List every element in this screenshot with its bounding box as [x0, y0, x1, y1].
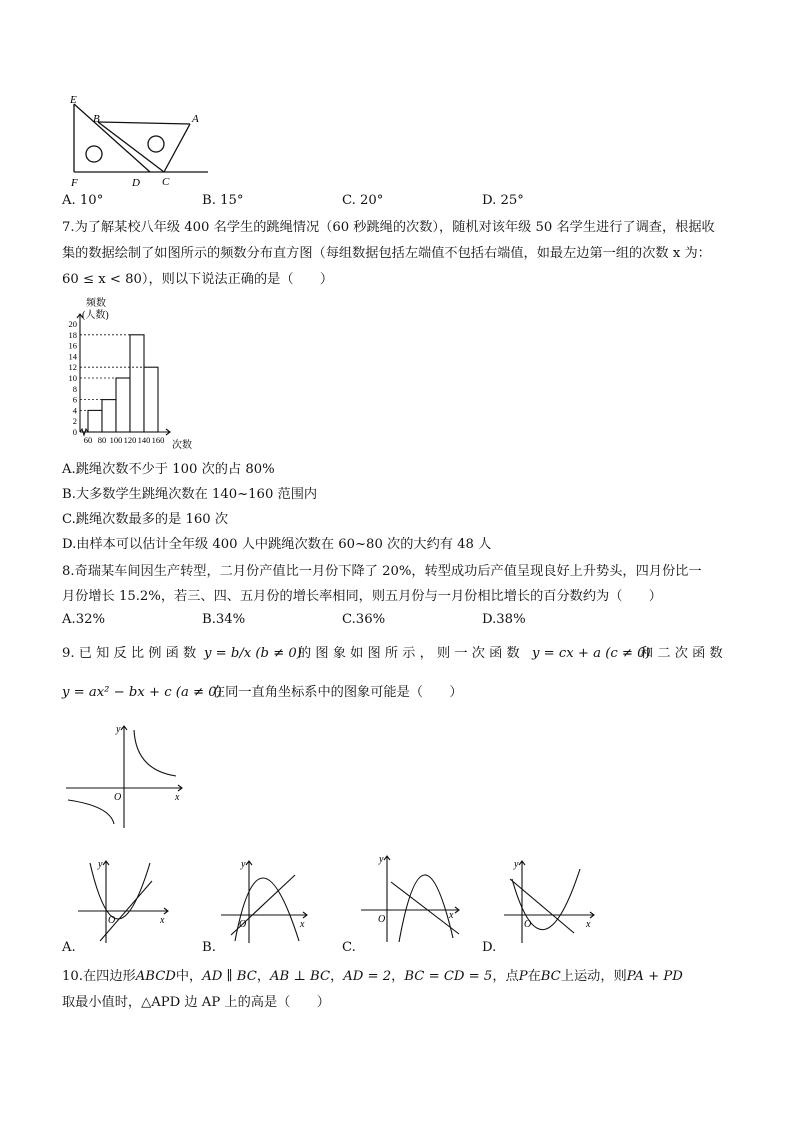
q6-option-a[interactable]: A. 10° — [62, 193, 104, 208]
q8-option-b[interactable]: B.34% — [202, 612, 246, 627]
q10-sep-2: ， — [330, 969, 344, 984]
chart-x-tick-label: 100 — [109, 435, 123, 445]
q9-option-graph-b[interactable] — [215, 855, 315, 945]
chart-x-tick-label: 140 — [137, 435, 151, 445]
histogram-bar — [88, 410, 102, 432]
chart-y-tick-label: 12 — [68, 362, 77, 373]
chart-y-tick-label: 20 — [68, 319, 77, 329]
q8-option-a[interactable]: A.32% — [62, 612, 106, 627]
q10-line-2: 取最小值时，△APD 边 AP 上的高是（ ） — [62, 995, 330, 1010]
chart-ylabel-1: 频数 — [86, 298, 106, 309]
q7-option-a[interactable]: A.跳绳次数不少于 100 次的占 80% — [62, 462, 275, 477]
q9-text-prefix: 9. 已 知 反 比 例 函 数 — [62, 646, 197, 661]
q10-sep-3: ， — [391, 969, 405, 984]
q10-cond-2: AB ⊥ BC — [270, 969, 331, 984]
q9-option-graph-d[interactable] — [500, 855, 600, 945]
q9-option-graph-c[interactable] — [355, 850, 470, 945]
q10-line-1 — [62, 967, 683, 987]
chart-x-tick-label: 120 — [123, 435, 137, 445]
q10-tail-2: 在 — [527, 969, 541, 984]
q10-quad: ABCD — [135, 969, 176, 984]
q8-line-1: 8.奇瑞某车间因生产转型，二月份产值比一月份下降了 20%，转型成功后产值呈现良好上升势头，四月份比一 — [62, 564, 702, 579]
chart-y-tick-label: 18 — [68, 329, 77, 340]
chart-xlabel: 次数 — [172, 440, 192, 451]
b-x-label: x — [300, 919, 305, 930]
chart-y-tick-label: 8 — [72, 383, 77, 394]
chart-y-tick-label: 16 — [68, 340, 77, 351]
q9-formula-2: y = cx + a (c ≠ 0) — [532, 646, 651, 661]
q7-option-c[interactable]: C.跳绳次数最多的是 160 次 — [62, 512, 229, 527]
chart-y-tick-label: 10 — [68, 373, 77, 383]
q10-tail-3: 上运动，则 — [560, 969, 627, 984]
chart-x-tick-label: 80 — [97, 435, 107, 445]
q7-option-b[interactable]: B.大多数学生跳绳次数在 140~160 范围内 — [62, 487, 318, 502]
c-y-label: y — [379, 854, 384, 865]
q6-option-b[interactable]: B. 15° — [202, 193, 244, 208]
chart-y-tick-label: 4 — [72, 405, 77, 416]
chart-x-tick-label: 160 — [151, 435, 165, 445]
q9-option-graph-a[interactable] — [72, 855, 172, 945]
q9-option-a[interactable]: A. — [62, 940, 76, 955]
chart-ylabel-2: (人数) — [82, 310, 109, 321]
q9-formula-1: y = b/x (b ≠ 0) — [204, 646, 302, 661]
q6-option-c[interactable]: C. 20° — [342, 193, 384, 208]
ref-x-label: x — [175, 792, 180, 803]
a-x-label: x — [160, 915, 165, 926]
q10-point-p: P — [518, 969, 528, 984]
label-D: D — [132, 177, 140, 189]
chart-y-tick-label: 6 — [72, 394, 77, 405]
c-origin-label: O — [378, 914, 386, 925]
label-F: F — [71, 177, 78, 189]
q9-reference-graph — [64, 720, 194, 830]
label-E: E — [70, 94, 77, 106]
chart-x-tick-label: 60 — [83, 435, 93, 445]
histogram-chart — [60, 292, 210, 452]
chart-y-tick-label: 2 — [72, 416, 77, 427]
q9-text-mid-1: 的 图 象 如 图 所 示 ， 则 一 次 函 数 — [298, 646, 520, 661]
q10-tail-1: ，点 — [492, 969, 519, 984]
q9-option-c[interactable]: C. — [342, 940, 356, 955]
histogram-bar — [144, 367, 158, 432]
q7-line-3: 60 ≤ x < 80），则以下说法正确的是（ ） — [62, 272, 334, 287]
b-y-label: y — [241, 859, 246, 870]
c-x-label: x — [449, 910, 454, 921]
q10-segment-bc: BC — [540, 969, 561, 984]
d-origin-label: O — [524, 919, 532, 930]
q10-cond-1: AD ∥ BC — [202, 969, 257, 984]
ref-origin-label: O — [114, 792, 122, 803]
q7-option-d[interactable]: D.由样本可以估计全年级 400 人中跳绳次数在 60~80 次的大约有 48 人 — [62, 537, 492, 552]
q6-figure — [60, 92, 220, 192]
q8-option-d[interactable]: D.38% — [482, 612, 526, 627]
d-x-label: x — [586, 919, 591, 930]
histogram-bar — [130, 335, 144, 432]
ref-y-label: y — [116, 724, 121, 735]
q7-line-2: 集的数据绘制了如图所示的频数分布直方图（每组数据包括左端值不包括右端值，如最左边第一组的次数 x 为： — [62, 246, 711, 261]
q10-mid: 中， — [175, 969, 203, 984]
q9-option-b[interactable]: B. — [202, 940, 216, 955]
q6-option-d[interactable]: D. 25° — [482, 193, 524, 208]
q10-cond-4: BC = CD = 5 — [404, 969, 493, 984]
label-B: B — [93, 113, 100, 125]
d-y-label: y — [514, 859, 519, 870]
q9-option-d[interactable]: D. — [482, 940, 497, 955]
a-y-label: y — [98, 859, 103, 870]
chart-y-tick-label: 0 — [72, 427, 77, 437]
q7-line-1: 7.为了解某校八年级 400 名学生的跳绳情况（60 秒跳绳的次数），随机对该年级 50 名学生进行了调查，根据收 — [62, 220, 715, 235]
q10-sep-1: ， — [256, 969, 271, 984]
histogram-bar — [116, 378, 130, 432]
q10-prefix: 10.在四边形 — [62, 969, 136, 984]
a-origin-label: O — [108, 915, 116, 926]
q9-text-mid-2: 和 二 次 函 数 — [640, 646, 723, 661]
q10-sum: PA + PD — [626, 969, 683, 984]
label-A: A — [192, 113, 199, 125]
q8-option-c[interactable]: C.36% — [342, 612, 386, 627]
q9-text-suffix: 在同一直角坐标系中的图象可能是（ ） — [212, 685, 463, 700]
q9-formula-3: y = ax² − bx + c (a ≠ 0) — [62, 685, 222, 700]
q10-cond-3: AD = 2 — [343, 969, 392, 984]
b-origin-label: O — [239, 919, 247, 930]
label-C: C — [162, 176, 170, 188]
chart-y-tick-label: 14 — [68, 351, 77, 362]
histogram-bar — [102, 400, 116, 432]
q8-line-2: 月份增长 15.2%，若三、四、五月份的增长率相同，则五月份与一月份相比增长的百分数约为（ ） — [62, 589, 662, 604]
